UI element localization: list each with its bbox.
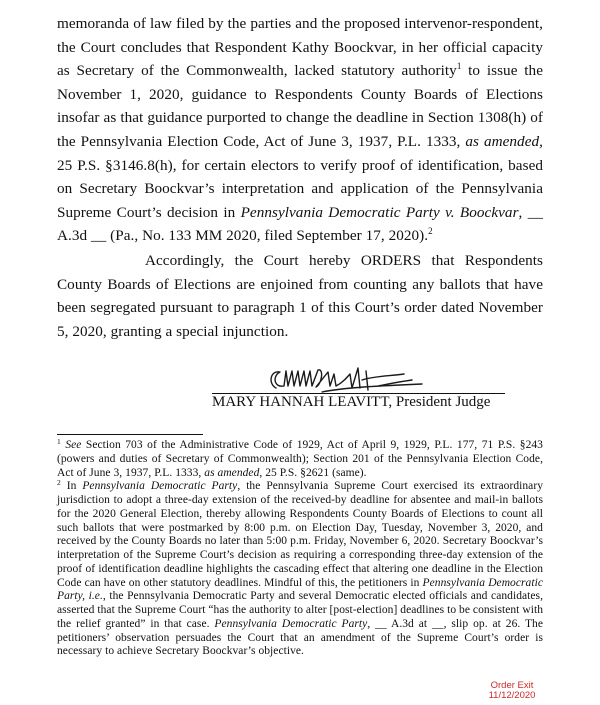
footnotes bbox=[57, 439, 543, 659]
italic-text: as amended bbox=[204, 466, 260, 479]
case-citation: Pennsylvania Democratic Party v. Boockvar bbox=[240, 203, 519, 221]
footnote-divider bbox=[57, 434, 203, 435]
footnote-text: , the Pennsylvania Democratic Party and several Democratic elected officials and candidates, asserted that the Supreme Court “has the authority to alter [post-election] deadlines to be consistent with the relief granted” in that case. bbox=[57, 590, 543, 630]
signal-word: See bbox=[65, 439, 82, 451]
footnote-reference-1: 1 bbox=[456, 61, 462, 72]
signer-name bbox=[212, 392, 490, 412]
footnote-number: 2 bbox=[57, 478, 61, 488]
footnote-text: , 25 P.S. §2621 (same). bbox=[259, 466, 367, 479]
footnote-text: Section 703 of the Administrative Code of 1929, Act of April 9, 1929, P.L. 177, 71 P.S. §243 (powers and duties of Secretary of Commonwealth); Section 201 of the Pennsylvania Election Code, Act of June 3, 1937, P.L. 1333, bbox=[57, 439, 543, 479]
handwritten-signature bbox=[262, 362, 432, 396]
footnote-1 bbox=[57, 439, 543, 480]
footnote-text: , __ A.3d at __, slip op. at 26. The petitioners’ observation persuades the Court that an amendment of the Supreme Court’s order is necessary to achieve Secretary Boockvar’s objective. bbox=[57, 617, 544, 658]
footnote-2 bbox=[57, 480, 543, 659]
italic-text: as amended bbox=[465, 132, 540, 150]
paragraph-text: , 25 P.S. §3146.8(h), for certain electors to verify proof of identification, based on Secretary Boockvar’s interpretation and application of the Pennsylvania Supreme Court’s decision in bbox=[57, 132, 543, 221]
footnote-text: , the Pennsylvania Supreme Court exercised its extraordinary jurisdiction to adopt a three-day extension of the received-by deadline for absentee and mail-in ballots for the 2020 General Election, thereby allowing Respondents County Boards of Elections to count all such ballots that were postmarked by 8:00 p.m. on Election Day, Tuesday, November 3, 2020, and received by the County Boards no later than 5:00 p.m. Friday, November 6, 2020. Secretary Boockvar’s interpretation of the Supreme Court’s decision as requiring a corresponding three-day extension of the proof of identification deadline highlights the cascading effect that altering one deadline in the Election Code can have on other statutory deadlines. Mindful of this, the petitioners in bbox=[57, 480, 544, 589]
footnote-number: 1 bbox=[57, 437, 61, 446]
judge-name: MARY HANNAH LEAVITT bbox=[212, 394, 389, 410]
paragraph-text: , __ A.3d __ (Pa., No. 133 MM 2020, filed September 17, 2020). bbox=[57, 203, 543, 245]
judge-title: , President Judge bbox=[388, 394, 491, 410]
footnote-reference-2: 2 bbox=[428, 226, 433, 237]
stamp-date: 11/12/2020 bbox=[488, 690, 536, 701]
paragraph-conclusion bbox=[57, 12, 543, 248]
order-exit-stamp bbox=[482, 681, 542, 701]
paragraph-text: to issue the November 1, 2020, guidance to Respondents County Boards of Elections insofar as that guidance purported to change the deadline in Section 1308(h) of the Pennsylvania Election Code, Act of June 3, 1937, P.L. 1333, bbox=[57, 62, 543, 150]
footnote-text: In bbox=[60, 480, 83, 493]
signature-block bbox=[212, 362, 542, 412]
paragraph-text: memoranda of law filed by the parties and the proposed intervenor-respondent, the Court concludes that Respondent Kathy Boockvar, in her official capacity as Secretary of the Commonwealth, lacked statutory authority bbox=[57, 15, 543, 80]
case-citation: Pennsylvania Democratic Party bbox=[214, 617, 368, 630]
paragraph-order: Accordingly, the Court hereby ORDERS that Respondents County Boards of Elections are enjoined from counting any ballots that have been segregated pursuant to paragraph 1 of this Court’s order dated November 5, 2020, granting a special injunction. bbox=[57, 252, 543, 340]
case-citation: Pennsylvania Democratic Party, i.e. bbox=[57, 576, 543, 603]
case-citation: Pennsylvania Democratic Party bbox=[82, 480, 238, 493]
stamp-label: Order Exit bbox=[490, 680, 534, 691]
